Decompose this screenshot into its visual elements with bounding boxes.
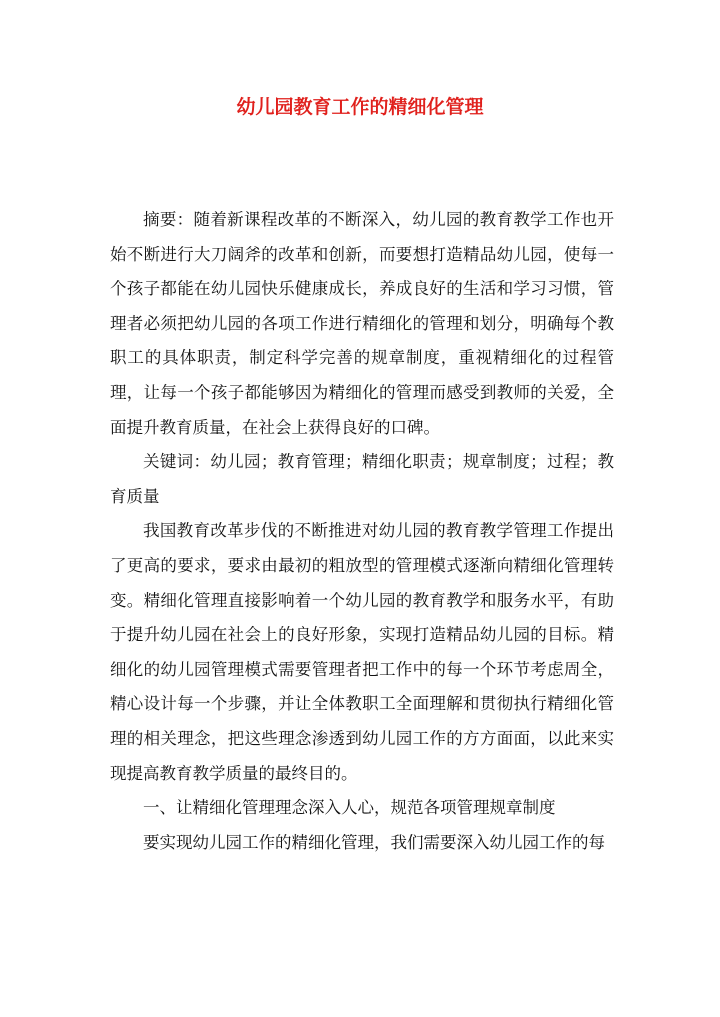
keywords-paragraph: 关键词：幼儿园；教育管理；精细化职责；规章制度；过程；教育质量: [110, 452, 614, 506]
section-paragraph: 要实现幼儿园工作的精细化管理，我们需要深入幼儿园工作的每: [143, 832, 605, 852]
abstract-paragraph: 摘要：随着新课程改革的不断深入，幼儿园的教育教学工作也开始不断进行大刀阔斧的改革和创新，而要想打造精品幼儿园，使每一个孩子都能在幼儿园快乐健康成长，养成良好的生活和学习习惯，管理者必须把幼儿园的各项工作进行精细化的管理和划分，明确每个教职工的具体职责，制定科学完善的规章制度，重视精细化的过程管理，让每一个孩子都能够因为精细化的管理而感受到教师的关爱，全面提升教育质量，在社会上获得良好的口碑。: [110, 210, 614, 437]
document-title: 幼儿园教育工作的精细化管理: [236, 96, 484, 118]
section-heading: 一、让精细化管理理念深入人心，规范各项管理规章制度: [143, 798, 556, 818]
intro-paragraph: 我国教育改革步伐的不断推进对幼儿园的教育教学管理工作提出了更高的要求，要求由最初的粗放型的管理模式逐渐向精细化管理转变。精细化管理直接影响着一个幼儿园的教育教学和服务水平，有助于提升幼儿园在社会上的良好形象，实现打造精品幼儿园的目标。精细化的幼儿园管理模式需要管理者把工作中的每一个环节考虑周全，精心设计每一个步骤，并让全体教职工全面理解和贯彻执行精细化管理的相关理念，把这些理念渗透到幼儿园工作的方方面面，以此来实现提高教育教学质量的最终目的。: [110, 521, 614, 783]
document-body: [110, 203, 614, 860]
